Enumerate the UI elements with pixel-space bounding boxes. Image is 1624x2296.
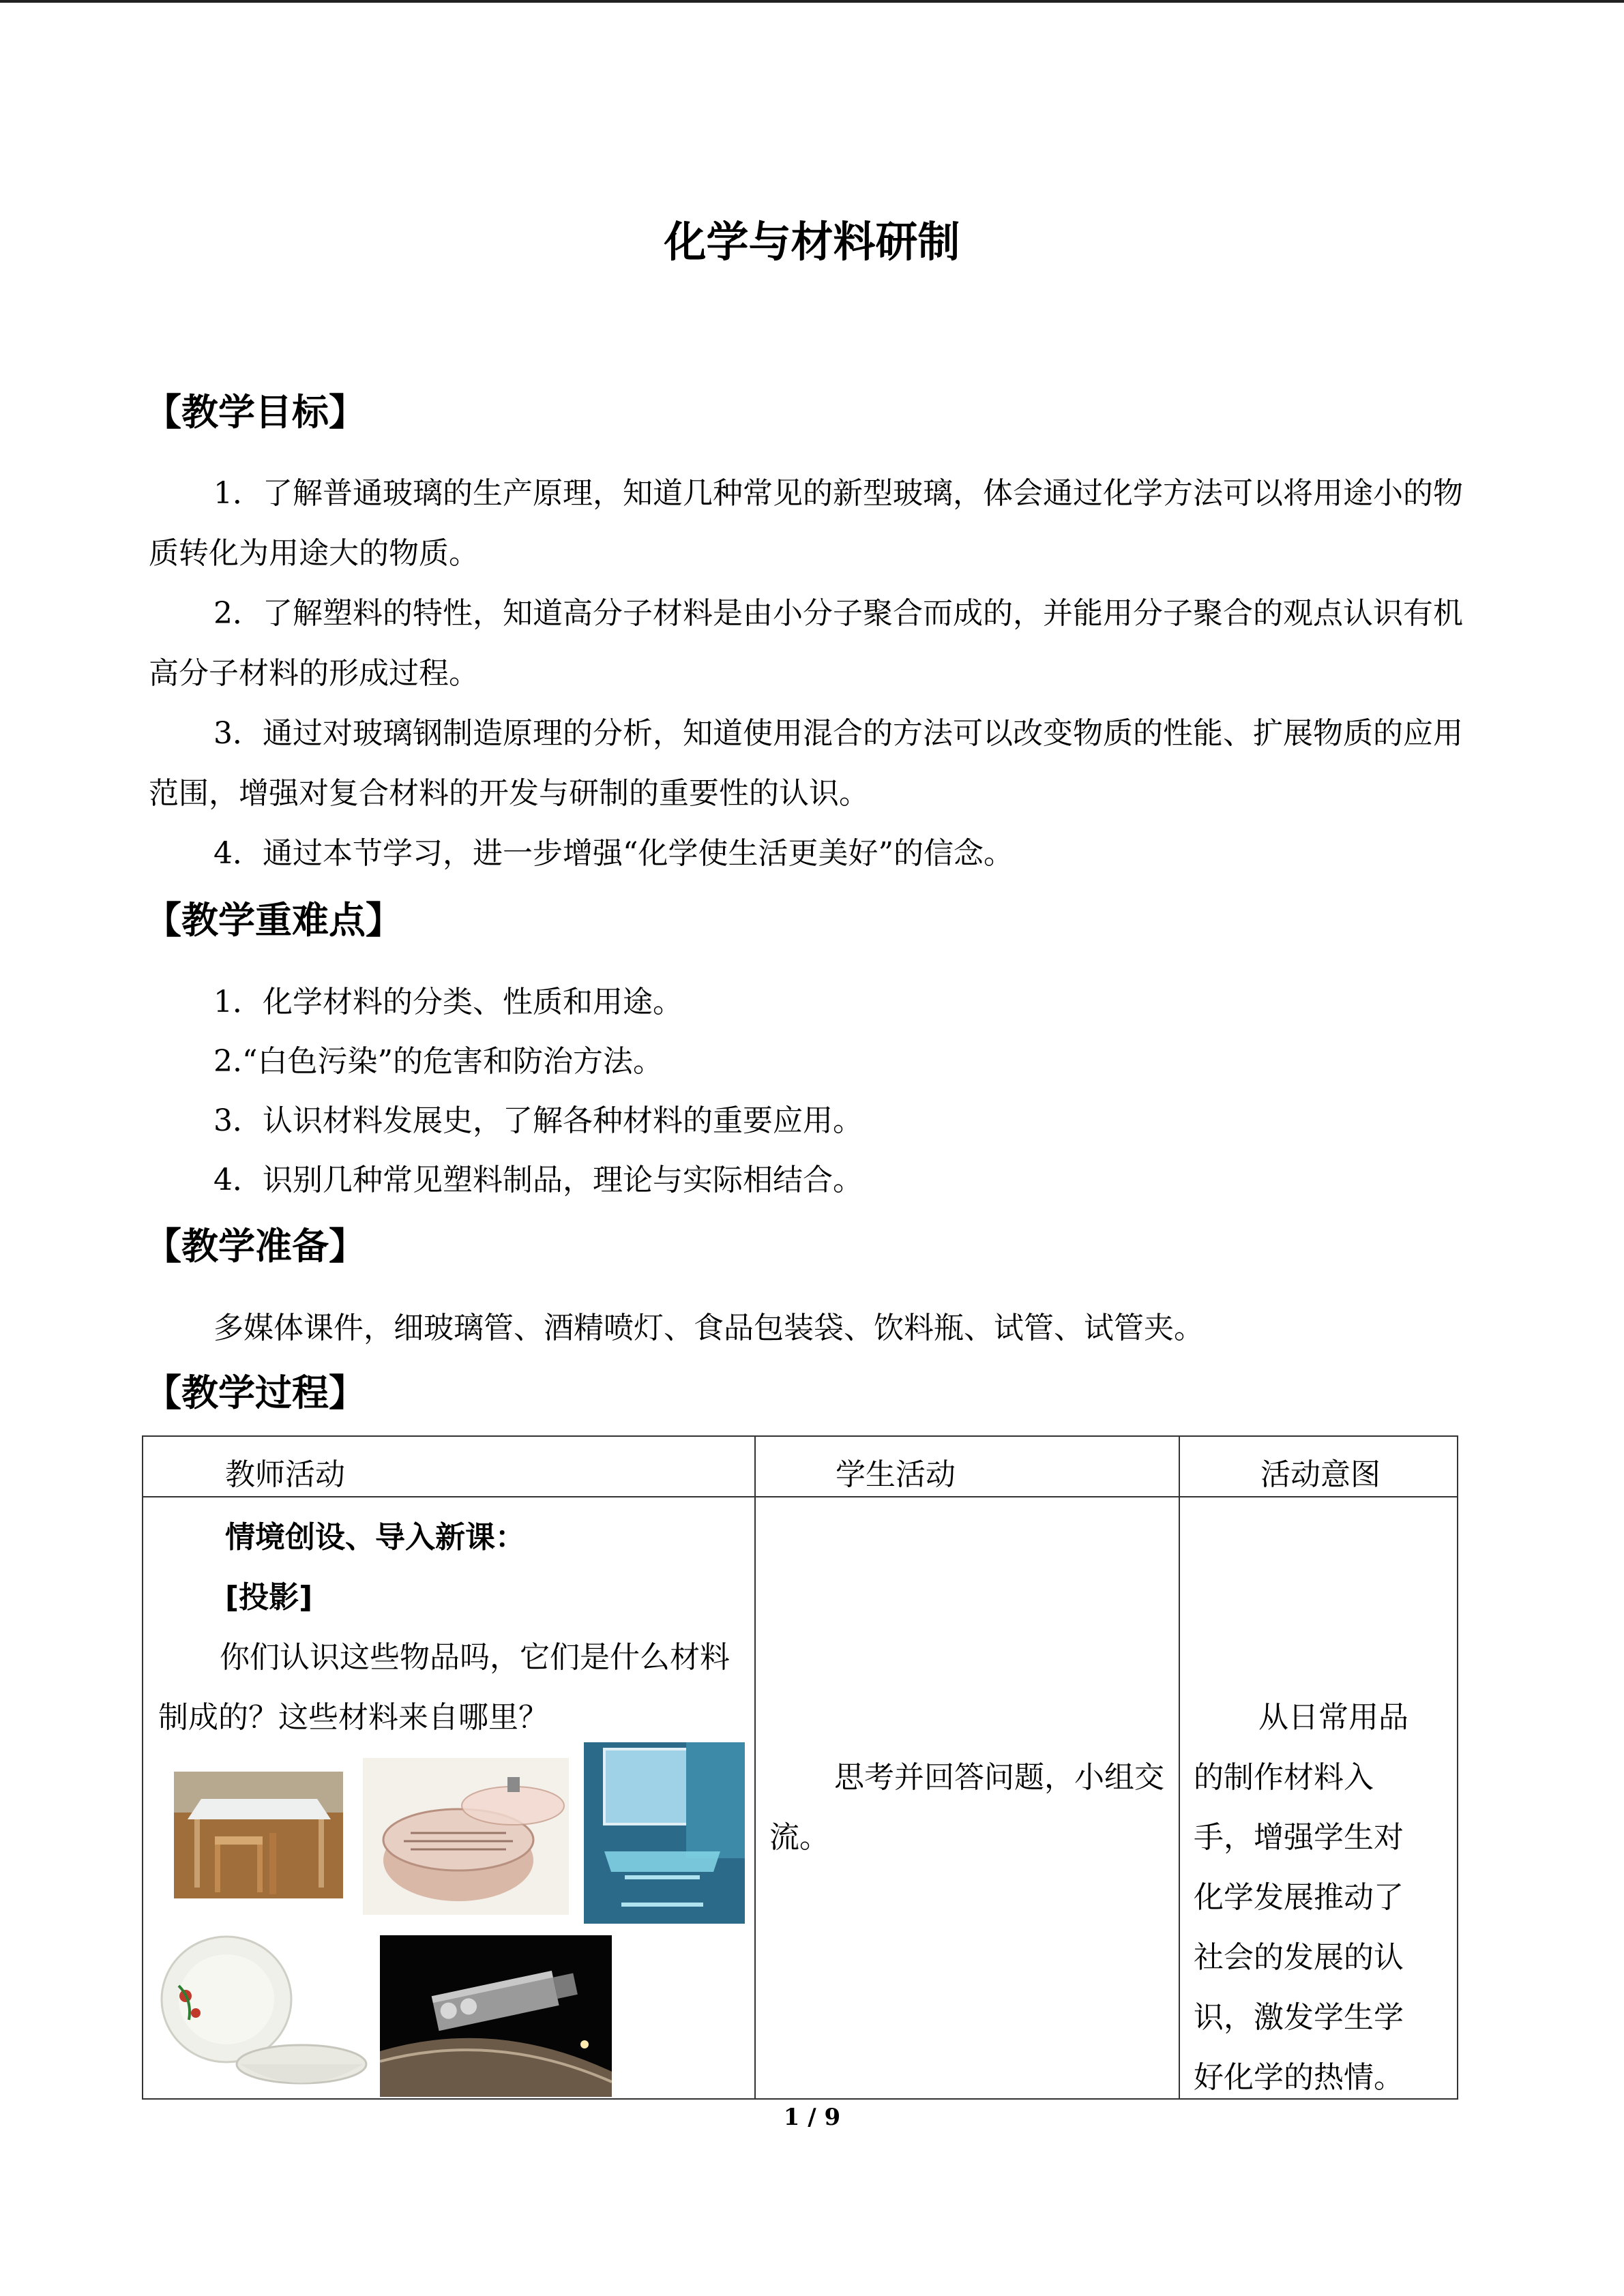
steamer-pot-image [363,1758,569,1915]
section-heading-objectives: 【教学目标】 [145,391,366,434]
section-heading-key-points: 【教学重难点】 [145,899,402,942]
page-title: 化学与材料研制 [664,217,960,267]
desk-chair-image [174,1772,343,1898]
page-number: 1 / 9 [783,2104,841,2131]
table-header-teacher: 教师活动 [225,1457,345,1492]
objective-item-1: 1．了解普通玻璃的生产原理，知道几种常见的新型玻璃，体会通过化学方法可以将用途小的物质转化为用途大的物质。 [149,476,1463,571]
objective-item-4: 4．通过本节学习，进一步增强“化学使生活更美好”的信念。 [213,836,1014,871]
page-top-border [0,0,1624,3]
objective-item-2: 2．了解塑料的特性，知道高分子材料是由小分子聚合而成的，并能用分子聚合的观点认识有机高分子材料的形成过程。 [149,596,1463,691]
glass-sink-image [584,1742,745,1924]
preparation-text: 多媒体课件，细玻璃管、酒精喷灯、食品包装袋、饮料瓶、试管、试管夹。 [213,1311,1204,1345]
teacher-subtitle: 情境创设、导入新课： [225,1520,525,1555]
table-divider-1 [754,1435,756,2100]
teacher-question: 你们认识这些物品吗，它们是什么材料制成的？这些材料来自哪里？ [158,1640,730,1735]
teacher-tag: [投影] [225,1580,313,1615]
student-activity: 思考并回答问题，小组交流。 [769,1760,1164,1855]
spacecraft-image [380,1935,612,2097]
table-header-divider [142,1496,1458,1497]
objective-item-3: 3．通过对玻璃钢制造原理的分析，知道使用混合的方法可以改变物质的性能、扩展物质的应用范围，增强对复合材料的开发与研制的重要性的认识。 [149,716,1463,811]
key-point-item-4: 4．识别几种常见塑料制品，理论与实际相结合。 [213,1163,863,1197]
table-divider-2 [1179,1435,1180,2100]
section-heading-process: 【教学过程】 [145,1371,366,1414]
table-header-intent: 活动意图 [1260,1457,1381,1492]
key-point-item-1: 1．化学材料的分类、性质和用途。 [213,985,683,1019]
porcelain-bowls-image [158,1931,370,2098]
key-point-item-3: 3．认识材料发展史，了解各种材料的重要应用。 [213,1103,863,1138]
key-point-item-2: 2.“白色污染”的危害和防治方法。 [213,1044,663,1079]
activity-intent: 从日常用品的制作材料入手，增强学生对化学发展推动了社会的发展的认识，激发学生学好化学的热情。 [1194,1700,1408,2095]
section-heading-preparation: 【教学准备】 [145,1225,366,1268]
table-header-student: 学生活动 [836,1457,956,1492]
